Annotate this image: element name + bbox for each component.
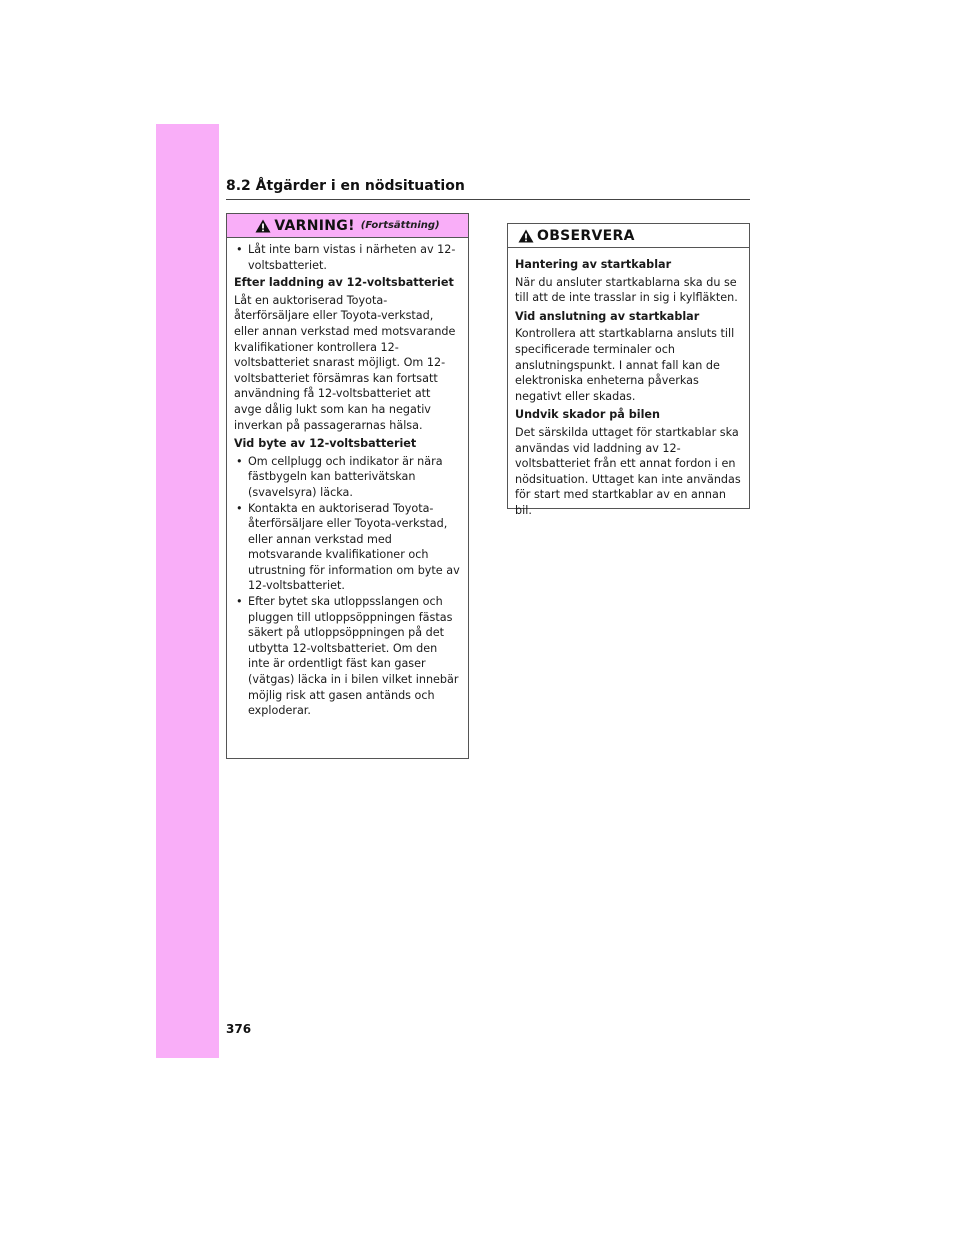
notice-paragraph-3: Det särskilda uttaget för startkablar ska användas vid laddning av 12-voltsbatteriet från ett annat fordon i en nödsituation. Uttaget kan inte användas för start med startkablar av en annan bil.	[515, 425, 741, 517]
warning-subtitle: (Fortsättning)	[360, 220, 440, 231]
warning-panel	[226, 213, 469, 759]
warning-heading-1: Efter laddning av 12-voltsbatteriet	[234, 276, 454, 290]
notice-heading-3: Undvik skador på bilen	[515, 408, 660, 422]
warning-bullet-1: • Låt inte barn vistas i närheten av 12-voltsbatteriet.	[234, 242, 461, 273]
notice-paragraph-1: När du ansluter startkablarna ska du se till att de inte trasslar in sig i kylfläkten.	[515, 275, 738, 305]
page-number: 376	[226, 1022, 252, 1036]
warning-triangle-icon	[255, 219, 271, 233]
warning-title: VARNING!	[274, 217, 355, 234]
section-title: 8.2 Åtgärder i en nödsituation	[226, 178, 465, 194]
warning-header	[227, 214, 468, 238]
warning-triangle-icon	[518, 229, 534, 243]
notice-panel	[507, 223, 750, 517]
notice-paragraph-2: Kontrollera att startkablarna ansluts till specificerade terminaler och anslutningspunkt. I annat fall kan de elektroniska enheterna påverkas negativt eller skadas.	[515, 327, 735, 403]
notice-title: OBSERVERA	[537, 227, 635, 244]
warning-paragraph-1: Låt en auktoriserad Toyota-återförsäljare eller Toyota-verkstad, eller annan verkstad med motsvarande kvalifikationer kontrollera 12-voltsbatteriet snarast möjligt. Om 12-voltsbatteriet försämras kan fortsatt användning få 12-voltsbatteriet att avge dålig lukt som kan ha negativ inverkan på passagerarnas hälsa.	[234, 293, 456, 432]
notice-heading-2: Vid anslutning av startkablar	[515, 309, 700, 323]
warning-heading-2: Vid byte av 12-voltsbatteriet	[234, 437, 417, 451]
section-divider	[226, 199, 750, 200]
side-color-band	[156, 124, 219, 1058]
warning-bullet-2: • Om cellplugg och indikator är nära fästbygeln kan batterivätskan (svavelsyra) läcka.	[234, 454, 461, 501]
warning-bullet-4: • Efter bytet ska utloppsslangen och pluggen till utloppsöppningen fästas säkert på utloppsöppningen på det utbytta 12-voltsbatteriet. Om den inte är ordentligt fäst kan gaser (vätgas) läcka in i bilen vilket innebär möjlig risk att gasen antänds och exploderar.	[234, 594, 461, 719]
notice-heading-1: Hantering av startkablar	[515, 258, 672, 271]
warning-bullet-3: • Kontakta en auktoriserad Toyota-återförsäljare eller Toyota-verkstad, eller annan verkstad med motsvarande kvalifikationer och utrustning för information om byte av 12-voltsbatteriet.	[234, 501, 461, 595]
notice-header	[508, 224, 749, 248]
